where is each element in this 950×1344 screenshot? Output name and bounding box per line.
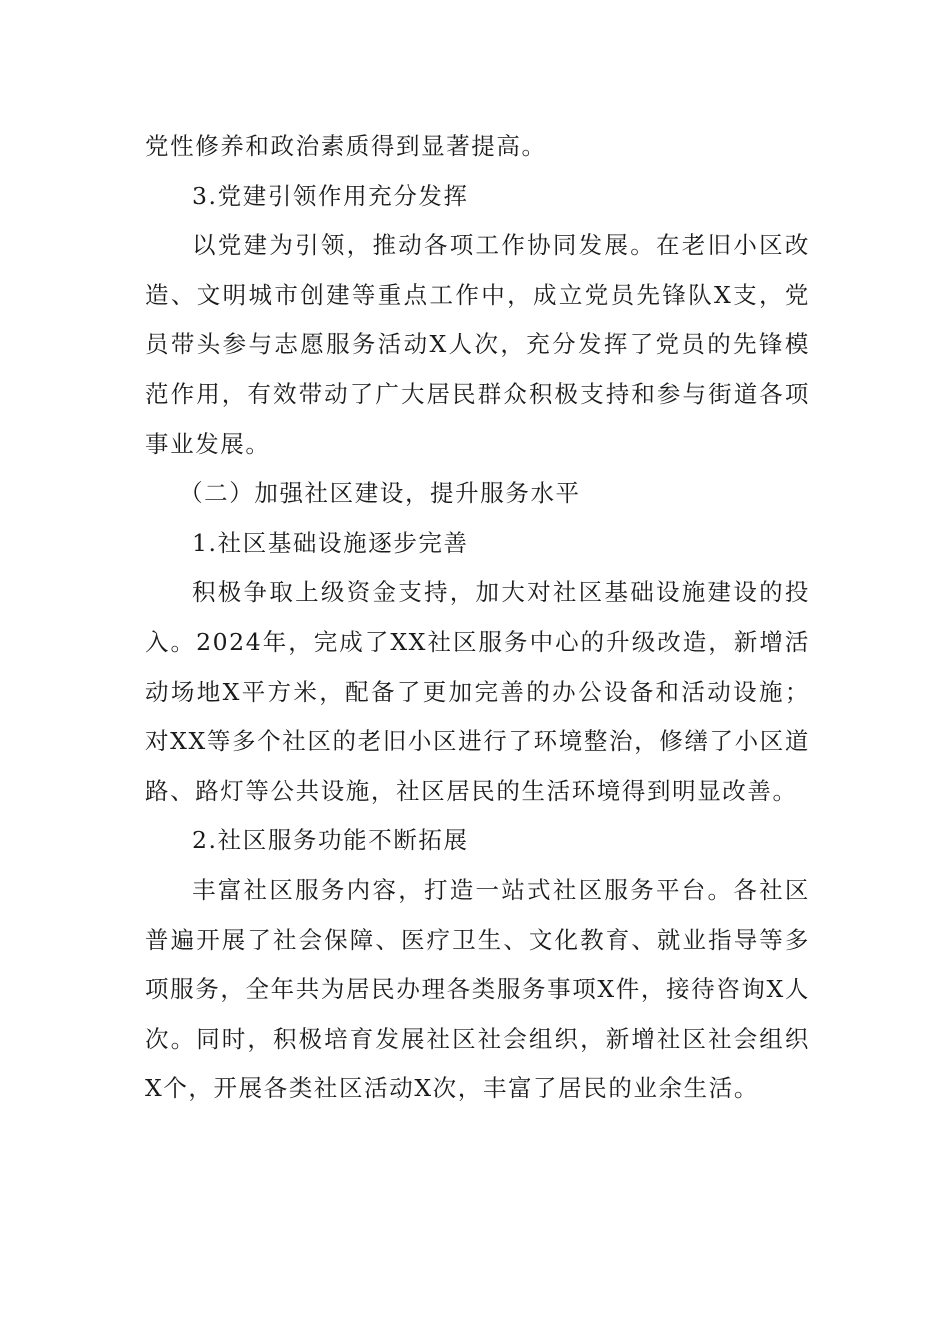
subheading-party-building-leadership: 3.党建引领作用充分发挥 bbox=[192, 181, 469, 210]
section-heading-community-building: （二）加强社区建设，提升服务水平 bbox=[179, 479, 581, 508]
subheading-infrastructure: 1.社区基础设施逐步完善 bbox=[192, 528, 469, 557]
document-page bbox=[145, 122, 810, 1114]
paragraph-service-functions: 丰富社区服务内容，打造一站式社区服务平台。各社区普遍开展了社会保障、医疗卫生、文化教育、就业指导等多项服务，全年共为居民办理各类服务事项X件，接待咨询X人次。同时，积极培育发展社区社会组织，新增社区社会组织X个，开展各类社区活动X次，丰富了居民的业余生活。 bbox=[145, 875, 810, 1103]
subheading-service-functions: 2.社区服务功能不断拓展 bbox=[192, 826, 469, 855]
paragraph-party-building: 以党建为引领，推动各项工作协同发展。在老旧小区改造、文明城市创建等重点工作中，成立党员先锋队X支，党员带头参与志愿服务活动X人次，充分发挥了党员的先锋模范作用，有效带动了广大居民群众积极支持和参与街道各项事业发展。 bbox=[145, 231, 810, 458]
paragraph-infrastructure: 积极争取上级资金支持，加大对社区基础设施建设的投入。2024年，完成了XX社区服务中心的升级改造，新增活动场地X平方米，配备了更加完善的办公设备和活动设施；对XX等多个社区的老旧小区进行了环境整治，修缮了小区道路、路灯等公共设施，社区居民的生活环境得到明显改善。 bbox=[145, 578, 810, 805]
paragraph-continued: 党性修养和政治素质得到显著提高。 bbox=[145, 132, 547, 160]
